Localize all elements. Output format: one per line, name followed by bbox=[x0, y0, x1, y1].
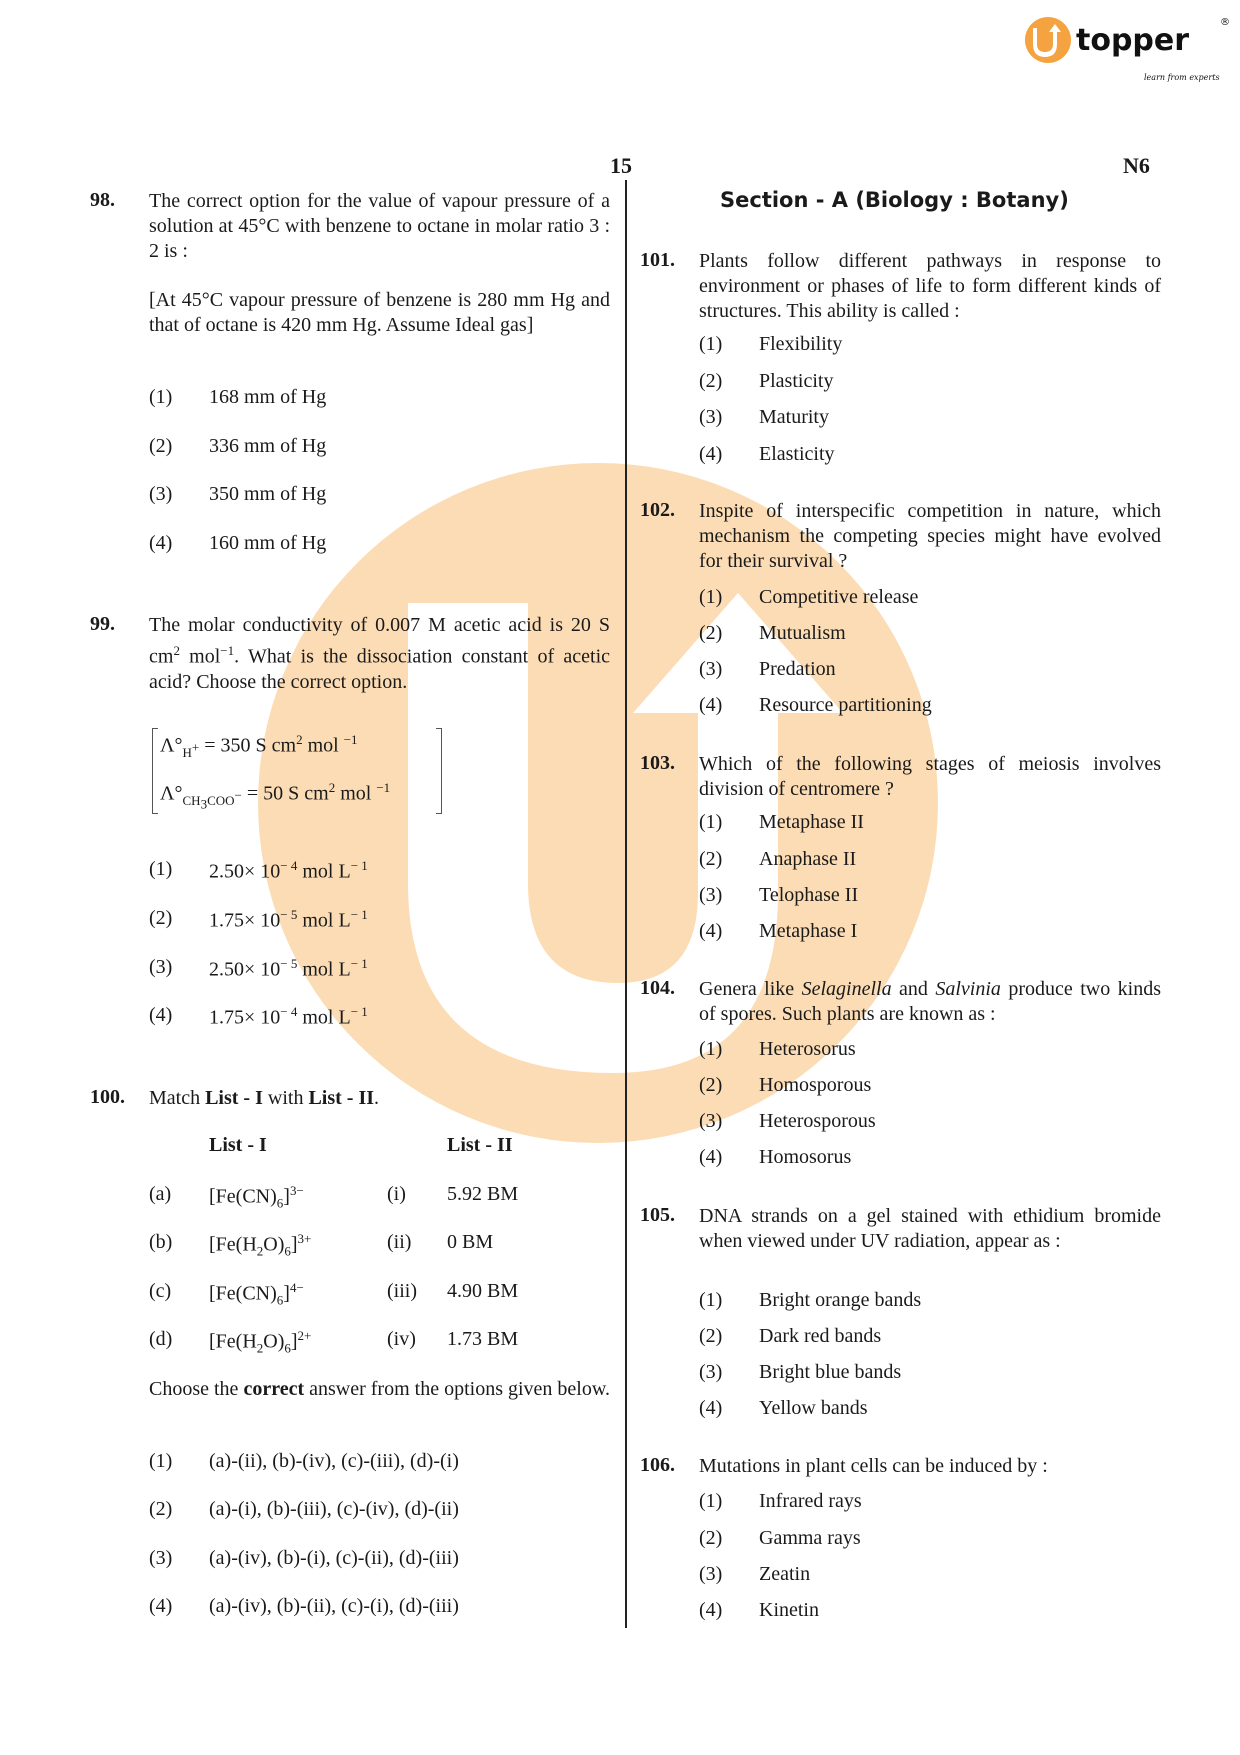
list-i-header: List - I bbox=[209, 1134, 267, 1156]
row-label: (a) bbox=[149, 1183, 172, 1205]
question-text: Inspite of interspecific competition in nature, which mechanism the competing species might have evolved for their survival ? bbox=[699, 500, 1161, 572]
option-text: Dark red bands bbox=[759, 1325, 882, 1347]
option-text: 350 mm of Hg bbox=[209, 483, 327, 505]
option-number: (2) bbox=[149, 1498, 173, 1520]
option-text: Anaphase II bbox=[759, 848, 857, 870]
question-text: DNA strands on a gel stained with ethidium bromide when viewed under UV radiation, appear as : bbox=[699, 1205, 1161, 1252]
option-number: (1) bbox=[699, 1490, 723, 1512]
row-label: (d) bbox=[149, 1328, 173, 1350]
option-text: Heterosorus bbox=[759, 1038, 856, 1060]
option-number: (3) bbox=[149, 483, 173, 505]
option-number: (2) bbox=[699, 1074, 723, 1096]
option-text: Flexibility bbox=[759, 333, 843, 355]
question-number: 100. bbox=[90, 1086, 125, 1108]
complex-formula: $[Fe(CN)_6]^{4-}$ bbox=[209, 1280, 304, 1308]
option-text: Resource partitioning bbox=[759, 694, 932, 716]
question-number: 99. bbox=[90, 613, 115, 635]
row-roman-label: (iv) bbox=[387, 1328, 416, 1350]
section-title: Section - A (Biology : Botany) bbox=[720, 188, 1069, 212]
question-text: Which of the following stages of meiosis involves division of centromere ? bbox=[699, 753, 1161, 800]
given-lambda-h: $\Lambda^\circ_{H^+} = 350$ S $cm^2$ mol $^{-1}$ bbox=[160, 732, 358, 760]
option-text: $1.75\times 10^{- 4}$ mol $L^{- 1}$ bbox=[209, 1004, 368, 1029]
option-number: (1) bbox=[699, 1289, 723, 1311]
option-text: (a)-(iv), (b)-(ii), (c)-(i), (d)-(iii) bbox=[209, 1595, 459, 1617]
magnetic-moment: 4.90 BM bbox=[447, 1280, 519, 1302]
option-number: (4) bbox=[699, 1599, 723, 1621]
option-text: Homosporous bbox=[759, 1074, 872, 1096]
option-text: 168 mm of Hg bbox=[209, 386, 327, 408]
option-text: Mutualism bbox=[759, 622, 846, 644]
page-number: 15 bbox=[610, 153, 632, 178]
question-number: 104. bbox=[640, 977, 675, 999]
option-text: Metaphase I bbox=[759, 920, 858, 942]
question-number: 98. bbox=[90, 189, 115, 211]
option-number: (4) bbox=[699, 694, 723, 716]
option-number: (3) bbox=[699, 1563, 723, 1585]
option-number: (3) bbox=[149, 1547, 173, 1569]
option-number: (2) bbox=[699, 1325, 723, 1347]
question-number: 103. bbox=[640, 752, 675, 774]
option-number: (4) bbox=[699, 443, 723, 465]
option-text: Heterosporous bbox=[759, 1110, 876, 1132]
option-text: Maturity bbox=[759, 406, 829, 428]
option-number: (3) bbox=[149, 956, 173, 978]
option-number: (4) bbox=[699, 920, 723, 942]
row-label: (b) bbox=[149, 1231, 173, 1253]
question-number: 102. bbox=[640, 499, 675, 521]
option-number: (4) bbox=[699, 1397, 723, 1419]
option-number: (2) bbox=[699, 622, 723, 644]
magnetic-moment: 5.92 BM bbox=[447, 1183, 519, 1205]
option-text: Infrared rays bbox=[759, 1490, 862, 1512]
option-number: (1) bbox=[149, 386, 173, 408]
row-label: (c) bbox=[149, 1280, 172, 1302]
option-text: Zeatin bbox=[759, 1563, 811, 1585]
question-instruction: Choose the correct answer from the options given below. bbox=[149, 1378, 610, 1400]
option-number: (1) bbox=[699, 811, 723, 833]
option-number: (3) bbox=[699, 1361, 723, 1383]
option-text: $1.75\times 10^{- 5}$ mol $L^{- 1}$ bbox=[209, 907, 368, 932]
option-number: (4) bbox=[149, 1595, 173, 1617]
option-text: Homosorus bbox=[759, 1146, 852, 1168]
option-text: (a)-(ii), (b)-(iv), (c)-(iii), (d)-(i) bbox=[209, 1450, 459, 1472]
question-text: Mutations in plant cells can be induced by : bbox=[699, 1455, 1048, 1477]
option-number: (2) bbox=[149, 907, 173, 929]
option-number: (3) bbox=[699, 406, 723, 428]
option-number: (2) bbox=[699, 370, 723, 392]
option-number: (3) bbox=[699, 1110, 723, 1132]
question-text: Genera like Selaginella and Salvinia produce two kinds of spores. Such plants are known as : bbox=[699, 978, 1161, 1025]
svg-text:®: ® bbox=[1220, 17, 1230, 28]
question-text: The correct option for the value of vapour pressure of a solution at 45°C with benzene to octane in molar ratio 3 : 2 is : bbox=[149, 190, 610, 262]
question-note: [At 45°C vapour pressure of benzene is 280 mm Hg and that of octane is 420 mm Hg. Assume Ideal gas] bbox=[149, 289, 610, 336]
option-text: 336 mm of Hg bbox=[209, 435, 327, 457]
option-text: (a)-(iv), (b)-(i), (c)-(ii), (d)-(iii) bbox=[209, 1547, 459, 1569]
row-roman-label: (iii) bbox=[387, 1280, 417, 1302]
option-text: Gamma rays bbox=[759, 1527, 861, 1549]
option-number: (1) bbox=[699, 1038, 723, 1060]
option-text: Plasticity bbox=[759, 370, 834, 392]
option-text: 160 mm of Hg bbox=[209, 532, 327, 554]
option-text: Bright blue bands bbox=[759, 1361, 902, 1383]
option-number: (4) bbox=[149, 532, 173, 554]
utopper-logo bbox=[1024, 14, 1234, 86]
option-number: (2) bbox=[699, 848, 723, 870]
option-text: Competitive release bbox=[759, 586, 919, 608]
svg-text:learn from experts: learn from experts bbox=[1144, 73, 1220, 82]
option-text: Telophase II bbox=[759, 884, 859, 906]
row-roman-label: (i) bbox=[387, 1183, 406, 1205]
complex-formula: $[Fe(H_2O)_6]^{3+}$ bbox=[209, 1231, 312, 1259]
question-number: 101. bbox=[640, 249, 675, 271]
svg-text:topper: topper bbox=[1076, 23, 1190, 58]
option-text: Yellow bands bbox=[759, 1397, 868, 1419]
option-text: Predation bbox=[759, 658, 836, 680]
complex-formula: $[Fe(H_2O)_6]^{2+}$ bbox=[209, 1328, 312, 1356]
question-text: Match List - I with List - II. bbox=[149, 1087, 380, 1109]
given-lambda-acetate: $\Lambda^\circ_{CH_3COO^-} = 50$ S $cm^2$ mol $^{-1}$ bbox=[160, 780, 391, 812]
option-number: (4) bbox=[699, 1146, 723, 1168]
question-number: 106. bbox=[640, 1454, 675, 1476]
option-number: (2) bbox=[699, 1527, 723, 1549]
magnetic-moment: 0 BM bbox=[447, 1231, 494, 1253]
row-roman-label: (ii) bbox=[387, 1231, 412, 1253]
option-text: Metaphase II bbox=[759, 811, 864, 833]
option-text: (a)-(i), (b)-(iii), (c)-(iv), (d)-(ii) bbox=[209, 1498, 459, 1520]
question-text: Plants follow different pathways in response to environment or phases of life to form different kinds of structures. This ability is called : bbox=[699, 250, 1161, 322]
magnetic-moment: 1.73 BM bbox=[447, 1328, 519, 1350]
option-text: Elasticity bbox=[759, 443, 835, 465]
option-text: $2.50\times 10^{- 5}$ mol $L^{- 1}$ bbox=[209, 956, 368, 981]
option-number: (1) bbox=[149, 1450, 173, 1472]
option-text: $2.50\times 10^{- 4}$ mol $L^{- 1}$ bbox=[209, 858, 368, 883]
option-number: (1) bbox=[699, 586, 723, 608]
column-divider bbox=[625, 180, 627, 1628]
option-number: (4) bbox=[149, 1004, 173, 1026]
option-number: (2) bbox=[149, 435, 173, 457]
option-text: Kinetin bbox=[759, 1599, 819, 1621]
option-number: (3) bbox=[699, 884, 723, 906]
question-number: 105. bbox=[640, 1204, 675, 1226]
option-text: Bright orange bands bbox=[759, 1289, 922, 1311]
option-number: (3) bbox=[699, 658, 723, 680]
option-number: (1) bbox=[149, 858, 173, 880]
option-number: (1) bbox=[699, 333, 723, 355]
paper-code: N6 bbox=[1123, 153, 1150, 178]
list-ii-header: List - II bbox=[447, 1134, 513, 1156]
question-text: The molar conductivity of 0.007 M acetic acid is 20 S $cm^2$ mol$^{-1}$. What is the dissociation constant of acetic acid? Choose the correct option. bbox=[149, 614, 610, 693]
complex-formula: $[Fe(CN)_6]^{3-}$ bbox=[209, 1183, 304, 1211]
